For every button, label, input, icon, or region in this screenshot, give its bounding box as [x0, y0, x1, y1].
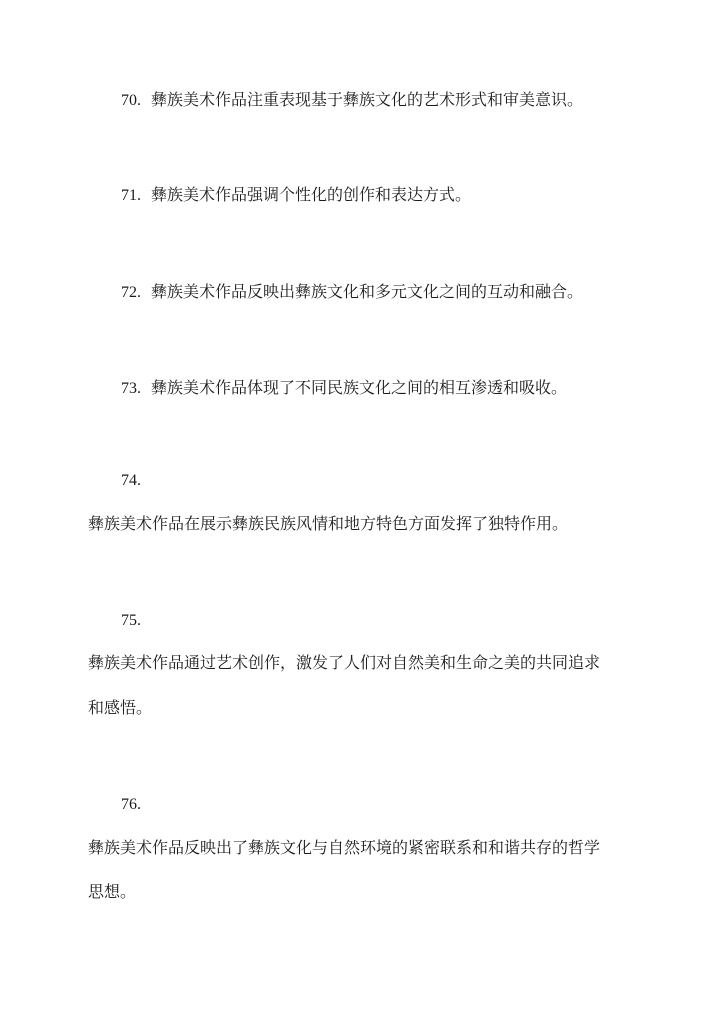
item-text: 彝族美术作品强调个性化的创作和表达方式。	[151, 185, 472, 204]
list-item-73	[121, 376, 567, 401]
list-item-72	[121, 280, 583, 305]
item-text-76-line-1: 彝族美术作品反映出了彝族文化与自然环境的紧密联系和和谐共存的哲学	[88, 838, 601, 857]
item-number-76: 76.	[121, 796, 141, 813]
list-item-71	[121, 183, 471, 208]
item-number: 73.	[121, 380, 141, 397]
list-item-70	[121, 88, 583, 113]
item-text-76-line-2: 思想。	[88, 882, 137, 901]
item-text: 彝族美术作品反映出彝族文化和多元文化之间的互动和融合。	[151, 282, 584, 301]
item-text: 彝族美术作品注重表现基于彝族文化的艺术形式和审美意识。	[151, 90, 584, 109]
item-text: 彝族美术作品体现了不同民族文化之间的相互渗透和吸收。	[151, 378, 568, 397]
item-number-74: 74.	[121, 472, 141, 489]
item-number: 71.	[121, 187, 141, 204]
item-text-75-line-1: 彝族美术作品通过艺术创作，激发了人们对自然美和生命之美的共同追求	[88, 653, 601, 672]
item-number-75: 75.	[121, 612, 141, 629]
item-text-75-line-2: 和感悟。	[88, 698, 153, 717]
item-text-74: 彝族美术作品在展示彝族民族风情和地方特色方面发挥了独特作用。	[88, 514, 569, 533]
item-number: 72.	[121, 284, 141, 301]
item-number: 70.	[121, 92, 141, 109]
